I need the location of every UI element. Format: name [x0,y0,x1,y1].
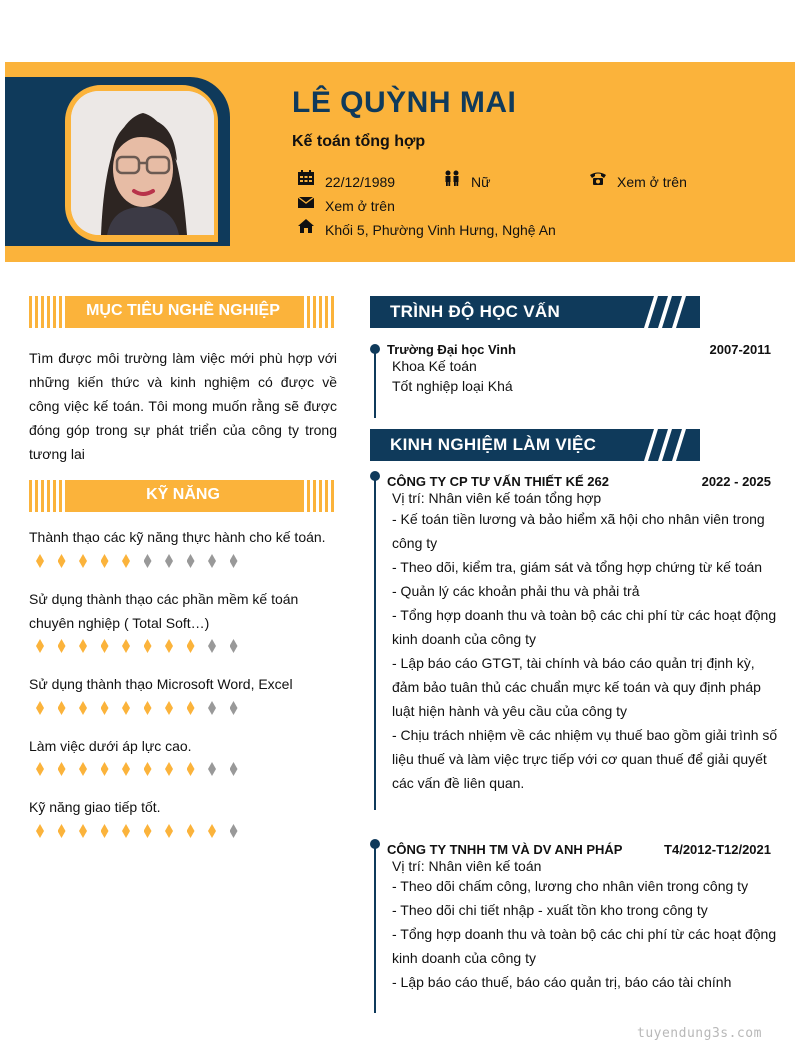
job-position: Vị trí: Nhân viên kế toán [392,858,542,874]
timeline-dot [370,839,380,849]
rating-diamond-empty-icon [184,554,198,568]
objective-title: MỤC TIÊU NGHỀ NGHIỆP [86,302,280,319]
rating-diamond-filled-icon [76,824,90,838]
rating-diamond-filled-icon [98,762,112,776]
experience-timeline [374,480,376,810]
skills-header [29,480,337,512]
skill-rating [33,762,241,778]
rating-diamond-empty-icon [205,639,219,653]
address-value: Khối 5, Phường Vinh Hưng, Nghệ An [325,222,556,238]
education-title: TRÌNH ĐỘ HỌC VẤN [390,302,561,321]
duty-item: - Theo dõi chi tiết nhập - xuất tồn kho trong công ty [392,902,708,918]
rating-diamond-filled-icon [55,639,69,653]
experience-timeline [374,845,376,1013]
phone-icon [589,170,607,186]
rating-diamond-empty-icon [227,554,241,568]
duty-item: - Lập báo cáo GTGT, tài chính và báo cáo quản trị định kỳ, đảm bảo tuân thủ các chuẩn mực kế toán và quy định pháp luật hiện hành và yêu cầu của công ty [392,655,761,719]
rating-diamond-filled-icon [119,824,133,838]
people-icon [443,170,461,186]
rating-diamond-filled-icon [141,824,155,838]
birthday-value: 22/12/1989 [325,174,396,190]
rating-diamond-empty-icon [141,554,155,568]
experience-header [370,429,700,461]
rating-diamond-filled-icon [184,824,198,838]
skill-rating [33,639,241,655]
home-icon [297,218,315,234]
phone-value: Xem ở trên [617,174,687,190]
email-value: Xem ở trên [325,198,395,214]
rating-diamond-empty-icon [227,824,241,838]
rating-diamond-filled-icon [141,762,155,776]
rating-diamond-filled-icon [141,701,155,715]
objective-header [29,296,337,328]
company-name: CÔNG TY CP TƯ VẤN THIẾT KẾ 262 [387,474,609,489]
rating-diamond-filled-icon [33,824,47,838]
profile-photo [71,91,214,235]
rating-diamond-filled-icon [98,554,112,568]
job-duties [392,874,782,994]
duty-item: - Kế toán tiền lương và bảo hiểm xã hội cho nhân viên trong công ty [392,511,765,551]
rating-diamond-filled-icon [55,824,69,838]
skill-rating [33,554,241,570]
skill-label: Sử dụng thành thạo Microsoft Word, Excel [29,676,293,692]
rating-diamond-filled-icon [76,554,90,568]
timeline-dot [370,344,380,354]
rating-diamond-empty-icon [227,762,241,776]
duty-item: - Tổng hợp doanh thu và toàn bộ các chi phí từ các hoạt động kinh doanh của công ty [392,926,777,966]
job-period: T4/2012-T12/2021 [664,842,771,857]
school-years: 2007-2011 [709,342,771,357]
rating-diamond-filled-icon [119,554,133,568]
rating-diamond-filled-icon [98,824,112,838]
rating-diamond-filled-icon [162,639,176,653]
rating-diamond-filled-icon [162,701,176,715]
rating-diamond-empty-icon [205,554,219,568]
company-name: CÔNG TY TNHH TM VÀ DV ANH PHÁP [387,842,623,857]
duty-item: - Quản lý các khoản phải thu và phải trả [392,583,640,599]
education-timeline [374,350,376,418]
rating-diamond-filled-icon [119,762,133,776]
objective-text: Tìm được môi trường làm việc mới phù hợp với những kiến thức và kinh nghiệm có được về công việc kế toán. Tôi mong muốn rằng sẽ được đóng góp trong sự phát triển của công ty trong tương lai [29,350,337,462]
rating-diamond-filled-icon [55,762,69,776]
watermark: tuyendung3s.com [637,1026,762,1041]
rating-diamond-empty-icon [205,762,219,776]
rating-diamond-filled-icon [184,701,198,715]
rating-diamond-filled-icon [162,762,176,776]
stripe-decoration-icon [640,429,700,461]
rating-diamond-filled-icon [76,701,90,715]
rating-diamond-empty-icon [227,701,241,715]
duty-item: - Theo dõi chấm công, lương cho nhân viên trong công ty [392,878,749,894]
skill-rating [33,824,241,840]
job-duties [392,507,782,795]
school-name: Trường Đại học Vinh [387,342,516,357]
rating-diamond-empty-icon [227,639,241,653]
rating-diamond-filled-icon [98,701,112,715]
calendar-icon [297,170,315,186]
duty-item: - Theo dõi, kiểm tra, giám sát và tổng hợp chứng từ kế toán [392,559,763,575]
skill-label: Sử dụng thành thạo các phần mềm kế toán chuyên nghiệp ( Total Soft…) [29,591,299,631]
skill-label: Làm việc dưới áp lực cao. [29,738,192,754]
rating-diamond-empty-icon [162,554,176,568]
duty-item: - Tổng hợp doanh thu và toàn bộ các chi phí từ các hoạt động kinh doanh của công ty [392,607,777,647]
experience-title: KINH NGHIỆM LÀM VIỆC [390,435,597,454]
skill-label: Kỹ năng giao tiếp tốt. [29,799,161,815]
rating-diamond-filled-icon [33,554,47,568]
school-result: Tốt nghiệp loại Khá [392,378,513,394]
duty-item: - Lập báo cáo thuế, báo cáo quản trị, báo cáo tài chính [392,974,732,990]
full-name: LÊ QUỲNH MAI [292,86,517,119]
rating-diamond-filled-icon [184,639,198,653]
job-position: Vị trí: Nhân viên kế toán tổng hợp [392,490,602,506]
rating-diamond-filled-icon [33,639,47,653]
rating-diamond-filled-icon [141,639,155,653]
rating-diamond-filled-icon [76,639,90,653]
skill-label: Thành thạo các kỹ năng thực hành cho kế toán. [29,529,326,545]
rating-diamond-filled-icon [55,701,69,715]
rating-diamond-filled-icon [33,701,47,715]
rating-diamond-filled-icon [119,701,133,715]
rating-diamond-filled-icon [184,762,198,776]
skill-rating [33,701,241,717]
school-faculty: Khoa Kế toán [392,358,477,374]
duty-item: - Chịu trách nhiệm về các nhiệm vụ thuế bao gồm giải trình số liệu thuế và làm việc trực tiếp với cơ quan thuế để giải quyết các vấn đề liên quan. [392,727,778,791]
gender-value: Nữ [471,174,491,190]
rating-diamond-filled-icon [162,824,176,838]
rating-diamond-filled-icon [55,554,69,568]
rating-diamond-filled-icon [98,639,112,653]
rating-diamond-filled-icon [76,762,90,776]
job-title: Kế toán tổng hợp [292,133,426,150]
job-period: 2022 - 2025 [701,474,771,489]
envelope-icon [297,194,315,210]
education-header [370,296,700,328]
timeline-dot [370,471,380,481]
skills-title: KỸ NĂNG [146,486,220,503]
rating-diamond-filled-icon [33,762,47,776]
rating-diamond-empty-icon [205,701,219,715]
rating-diamond-filled-icon [119,639,133,653]
rating-diamond-filled-icon [205,824,219,838]
stripe-decoration-icon [640,296,700,328]
